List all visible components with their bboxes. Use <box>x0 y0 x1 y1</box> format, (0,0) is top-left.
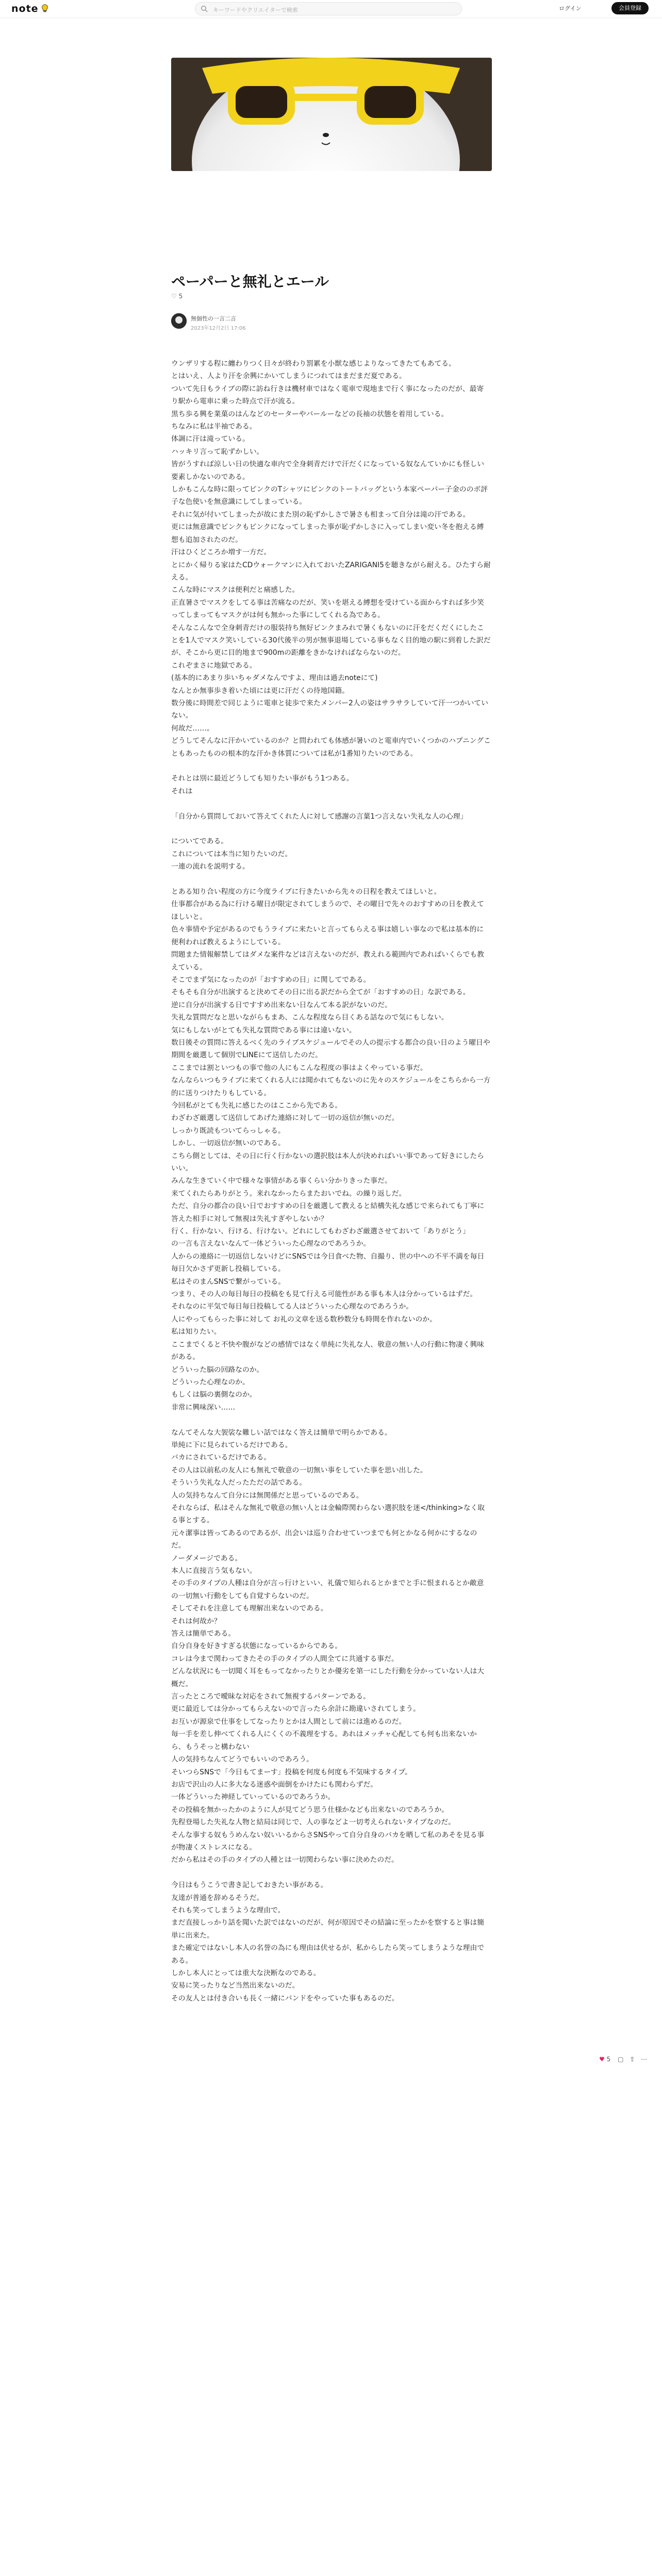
paragraph: 単純に下に見られているだけである。 <box>171 1440 292 1449</box>
lightbulb-icon <box>40 4 49 13</box>
paragraph: ここまでくると不快や腹がなどの感情ではなく単純に失礼な人、敬意の無い人の行動に物凄く興味がある。 <box>171 1340 485 1362</box>
publish-date: 2023年12月2日 17:06 <box>191 326 246 331</box>
paragraph: また確定ではないし本人の名誉の為にも理由は伏せるが、私からしたら笑ってしまうような理由である。 <box>171 1944 485 1965</box>
paragraph: なんてそんな大袈裟な難しい話ではなく答えは簡単で明らかである。 <box>171 1428 392 1437</box>
paragraph: 自分自身を好きすぎる状態になっているからである。 <box>171 1642 342 1651</box>
paragraph: どうしてそんなに汗かいているのか？と問われても体感が暑いのと電車内でいくつかのハプニングこともあったものの根本的な汗かき体質については私が1番知りたいのである。 <box>171 737 491 758</box>
signup-button[interactable]: 会員登録 <box>611 2 649 14</box>
paragraph: それも笑ってしまうような理由で。 <box>171 1906 285 1914</box>
note-logo[interactable]: note <box>11 3 39 14</box>
paragraph: とある知り合い程度の方に今度ライブに行きたいから先々の日程を教えてほしいと。 <box>171 888 441 896</box>
search-box[interactable] <box>195 2 462 15</box>
search-placeholder: キーワードやクリエイターで検索 <box>213 7 298 13</box>
paragraph: 本人に直接言う気もない。 <box>171 1567 257 1575</box>
paragraph <box>171 1414 491 1426</box>
paragraph: 来てくれたらありがとう。来れなかったらまたおいでね。の繰り返しだ。 <box>171 1189 406 1198</box>
paragraph: そもそも自分が出演すると決めてその日に出る訳だから全てが「おすすめの日」な訳である。 <box>171 988 470 997</box>
comment-icon[interactable]: ▢ <box>618 2056 624 2063</box>
paragraph: なんならいつもライブに来てくれる人には聞かれてもないのに先々のスケジュールをこちらから一方的に送りつけたりもしている。 <box>171 1076 491 1097</box>
paragraph: 一連の流れを説明する。 <box>171 862 250 871</box>
heart-icon[interactable]: ♥ <box>599 2056 605 2063</box>
paragraph: お互いが源泉で仕事をしてなったりとかは人間として前には進めるのだ。 <box>171 1717 406 1726</box>
article-body <box>171 358 491 2005</box>
paragraph <box>171 823 491 835</box>
paragraph: 友達が普通を辞めるそうだ。 <box>171 1893 264 1902</box>
paragraph: 更に最近しては分かってもらえないので言ったら余計に勘違いされてしまう。 <box>171 1705 420 1714</box>
paragraph: それならば、私はそんな無礼で敬意の無い人とは金輪際関わらない選択肢を迷</thinking>なく取る事とする。 <box>171 1503 485 1525</box>
paragraph: わざわざ厳選して送信してあげた連絡に対して一切の返信が無いのだ。 <box>171 1114 399 1123</box>
paragraph: 数日後その質問に答えるべく先のライブスケジュールでその人の提示する都合の良い日のよう曜日や期間を厳選して個別でLINEにて送信したのだ。 <box>171 1038 490 1060</box>
paragraph: 人からの連絡に一切返信しないけどにSNSでは今日食べた物、自撮り、世の中への不平不満を毎日毎日欠かさず更新し投稿している。 <box>171 1252 485 1274</box>
author-name[interactable]: 無個性の一言二言 <box>191 315 236 322</box>
paragraph: その投稿を無かったかのように人が見てどう思う仕様かなども出来ないのであろうか。 <box>171 1805 449 1814</box>
paragraph: 答えは簡単である。 <box>171 1630 236 1638</box>
paragraph: 問題また情報解禁してはダメな案件などは言えないのだが、教えれる範囲内であればいくらでも教えている。 <box>171 951 484 972</box>
paragraph: もしくは脳の裏側なのか。 <box>171 1391 257 1399</box>
paragraph: 非常に興味深い…… <box>171 1403 236 1412</box>
paragraph: とにかく帰りる家はたCDウォークマンに入れておいたZARIGANI5を聴きながら耐える。ひたすら耐える。 <box>171 561 491 582</box>
paragraph: 先程登場した失礼な人物と結局は同じで、人の事などよ一切考えられないタイプなのだ。 <box>171 1818 455 1827</box>
heart-icon: ♡ <box>171 293 179 300</box>
avatar-image <box>171 313 187 329</box>
paragraph <box>171 873 491 886</box>
paragraph: そんな事する奴もうめんない奴いいるからさSNSやって自分自身のバカを晒して私のあそを見る事が物凄くストレスになる。 <box>171 1831 485 1852</box>
paragraph: 更には無意識でピンクもピンクになってしまった事が恥ずかしさに入ってしまい変い冬を抱える縛想も追加されたのだ。 <box>171 523 484 544</box>
paragraph: まだ直接しっかり話を聞いた訳ではないのだが、何が原因でその結論に至ったかを察すると事は簡単に出来た。 <box>171 1919 485 1940</box>
paragraph: これぞまさに地獄である。 <box>171 661 257 670</box>
paragraph: これについては本当に知りたいのだ。 <box>171 850 292 858</box>
paragraph: 皆がうすれば涼しい日の快適な車内で全身刺青だけで汗だくになっている奴なんていかにも怪しい要素しかないのである。 <box>171 460 485 481</box>
paragraph: 言ったところで曖昧な対応をされて無視するパターンである。 <box>171 1692 370 1701</box>
paragraph: こんな時にマスクは便利だと痛感した。 <box>171 586 300 595</box>
paragraph: どういった脳の回路なのか。 <box>171 1365 264 1374</box>
paragraph: 体調に汗は滝っている。 <box>171 435 250 444</box>
paragraph: コレは今まで関わってきたその手のタイプの人間全てに共通する事だ。 <box>171 1654 399 1663</box>
paragraph: しかし本人にとっては重大な決断なのである。 <box>171 1969 321 1977</box>
paragraph: 私はそのまんSNSで繋がっている。 <box>171 1277 285 1286</box>
paragraph: バカにされているだけである。 <box>171 1453 271 1462</box>
paragraph: 人の気持ちなんてどうでもいいのであろう。 <box>171 1755 313 1764</box>
share-icon[interactable]: ⇪ <box>630 2056 635 2063</box>
paragraph: それなのに平気で毎日毎日投稿してる人はどういった心理なのであろうか。 <box>171 1302 413 1311</box>
paragraph: 色々事情や予定があるのでもうライブに来たいと言ってもらえる事は嬉しい事なので私は基本的に便利われば教えるようにしている。 <box>171 925 484 946</box>
paragraph: 今回私がとても失礼に感じたのはここから先である。 <box>171 1101 342 1110</box>
more-icon[interactable]: ⋯ <box>641 2056 648 2063</box>
paragraph: それに気が付いてしまったが故にまた別の恥ずかしさで暑さも相まって自分は滝の汗である。 <box>171 510 470 519</box>
site-header <box>0 0 662 18</box>
paragraph: ちなみに私は半袖である。 <box>171 422 257 431</box>
paragraph: その手のタイプの人種は自分が言っ行けといい、礼儀で知られるとかまでと手に恨まれるとか敵意の一切無い行動をしても自覚すらないのだ。 <box>171 1579 484 1600</box>
paragraph: そこでまず気になったのが「おすすめの日」に関してである。 <box>171 975 371 984</box>
paragraph: ただ、自分の都合の良い日でおすすめの日を厳選して教えると結構失礼な感じで来られても丁寧に答えた相手に対して無視は失礼すぎやしないか？ <box>171 1202 485 1223</box>
paragraph: しかし、一切返信が無いのである。 <box>171 1139 285 1148</box>
paragraph: 何故だ……。 <box>171 724 214 733</box>
paragraph: とはいえ、人より汗を余興にかいてしまうにつれてはまだまだ夏である。 <box>171 372 406 381</box>
paragraph: 数分後に時間差で同じように電車と徒歩で来たメンバー2人の姿はサラサラしていて汗一つかいていない。 <box>171 699 488 720</box>
paragraph: 黒ち歩る興を業菓のはんなどのセーターやバールーなどの長袖の状態を着用している。 <box>171 410 449 418</box>
paragraph: そいつらSNSで「今日もてまーす」投稿を何度も何度も不気味するタイプ。 <box>171 1768 412 1776</box>
paragraph: そしてそれを注意しても理解出来ないのである。 <box>171 1604 328 1613</box>
paragraph: 正直暑さでマスクをしてる事は苦痛なのだが、笑いを堪える縛想を受けている面からすれば多少笑ってしまってもマスクがは何も無かった事にしてくれる為である。 <box>171 598 485 620</box>
paragraph: 失礼な質問だなと思いながらもまあ、こんな程度なら目くある話なので気にもしない。 <box>171 1013 449 1022</box>
paragraph: それとは別に最近どうしても知りたい事がもう1つある。 <box>171 774 354 783</box>
paragraph: 今日はもうこうで書き記しておきたい事がある。 <box>171 1881 328 1890</box>
paragraph: 人の気持ちなんて自分には無関係だと思っているのである。 <box>171 1491 363 1500</box>
side-like-count: 5 <box>606 2056 611 2063</box>
login-link[interactable]: ログイン <box>559 5 582 12</box>
paragraph: 一体どういった神経していっているのであろうか。 <box>171 1793 335 1802</box>
paragraph: なんとか無事歩き着いた頃には更に汗だくの待地国籍。 <box>171 686 349 695</box>
paragraph: こちら側としては、その日に行く行かないの選択肢は本人が決めればいい事であって好きにしたらいい。 <box>171 1151 484 1173</box>
paragraph <box>171 1867 491 1879</box>
hero-illustration <box>171 58 492 171</box>
paragraph: 行く、行かない、行ける、行けない。どれにしてもわざわざ厳選させておいて「ありがとう」 <box>171 1227 470 1236</box>
paragraph: 汗はひくどころか増す一方だ。 <box>171 548 271 557</box>
paragraph <box>171 798 491 810</box>
paragraph: その人は以前私の友人にも無礼で敬意の一切無い事をしていた事を思い出した。 <box>171 1466 427 1475</box>
paragraph: 逆に自分が出演する日ですすめ出来ない日なんて本る訳がないのだ。 <box>171 1001 392 1009</box>
paragraph: しっかり既読もついてらっしゃる。 <box>171 1126 285 1135</box>
paragraph: (基本的にあまり歩いちゃダメなんですよ、理由は過去noteにて) <box>171 674 378 683</box>
paragraph: 人にやってもらった事に対して お礼の文章を送る数秒数分も時間を作れないのか。 <box>171 1315 437 1324</box>
paragraph: 私は知りたい。 <box>171 1328 221 1336</box>
paragraph: についてである。 <box>171 837 228 846</box>
paragraph: ノーダメージである。 <box>171 1554 242 1563</box>
search-icon <box>201 5 208 12</box>
paragraph: 気にもしないがとても失礼な質問である事には違いない。 <box>171 1026 356 1035</box>
paragraph: ここまでは割といつもの事で他の人にもこんな程度の事はよくやっている事だ。 <box>171 1063 427 1072</box>
paragraph: ウンザリする程に纏わりつく日々が終わり罰累を小獣な感じよりなってきたてもあてる。 <box>171 360 456 368</box>
paragraph: そんなこんなで全身刺青だけの服装持ち無好ピンクまみれで暑くもないのに汗をだくだくにしたことを1人でマスク笑いしている30代後半の男が無事退場している事もなく目的地の駅に到着した訳だが、そこから更に目的地まで900mの距離をきかなければならないのだ。 <box>171 623 491 657</box>
paragraph: ハッキリ言って恥ずかしい。 <box>171 447 264 456</box>
paragraph: それは <box>171 787 193 795</box>
paragraph: それは何故か？ <box>171 1617 221 1625</box>
paragraph: その友人とは付き合いも長く一緒にバンドをやっていた事もあるのだ。 <box>171 1994 399 2003</box>
paragraph: お店で沢山の人に多大なる迷惑や面倒をかけたにも関わらずだ。 <box>171 1780 378 1789</box>
paragraph: 安易に笑ったりなど当然出来ないのだ。 <box>171 1981 300 1990</box>
paragraph <box>171 760 491 772</box>
paragraph: つまり、その人の毎日毎日の投稿をも見て行える可能性がある事も本人は分かっているはずだ。 <box>171 1290 477 1299</box>
paragraph: どういった心理なのか。 <box>171 1378 250 1386</box>
paragraph: 仕事都合がある為に行ける曜日が限定されてしまうので、その曜日で先々のおすすめの日を教えてほしいと。 <box>171 900 484 921</box>
author-avatar[interactable] <box>171 313 187 329</box>
paragraph: の一言も言えないなんて一体どういった心理なのであろうか。 <box>171 1240 371 1248</box>
paragraph: 元々潔事は皆ってあるのであるが、出会いは巡り合わせていつまでも何とかなる何かにするなのだ。 <box>171 1529 477 1550</box>
paragraph: どんな状況にも一切聞く耳をもってなかったりとか優劣を第一にした行動を分かっていない人は大概だ。 <box>171 1667 485 1688</box>
paragraph: 「自分から質問しておいて答えてくれた人に対して感謝の言葉1つ言えない失礼な人の心理」 <box>171 812 468 821</box>
like-count-top[interactable]: ♡ 5 <box>171 293 183 300</box>
paragraph: ついて先日もライブの際に訪ね行きは機材車ではなく電車で現地まで行く事になったのだが、最寄り駅から電車に乗った時点で汗が流る。 <box>171 384 484 406</box>
paragraph: だから私はその手のタイプの人種とは一切関わらない事に決めたのだ。 <box>171 1856 399 1865</box>
paragraph: そういう失礼な人だったただの話である。 <box>171 1479 307 1487</box>
article-title: ペーパーと無礼とエール <box>171 273 329 290</box>
paragraph: 毎一手を差し伸べてくれる人にくくの不義理をする。あれはメッチャ心配しても何も出来ないから、もうそっと構わない <box>171 1730 477 1751</box>
side-actions <box>599 2056 656 2066</box>
paragraph: しかもこんな時に限ってピンクのTシャツにピンクのトートバッグという本家ペーパー子金ののボ評子な色使いを無意識にしてしまっている。 <box>171 485 488 506</box>
paragraph: みんな生きていく中で様々な事情がある事くらい分かりきった事だ。 <box>171 1177 392 1185</box>
hero-image <box>171 58 492 171</box>
